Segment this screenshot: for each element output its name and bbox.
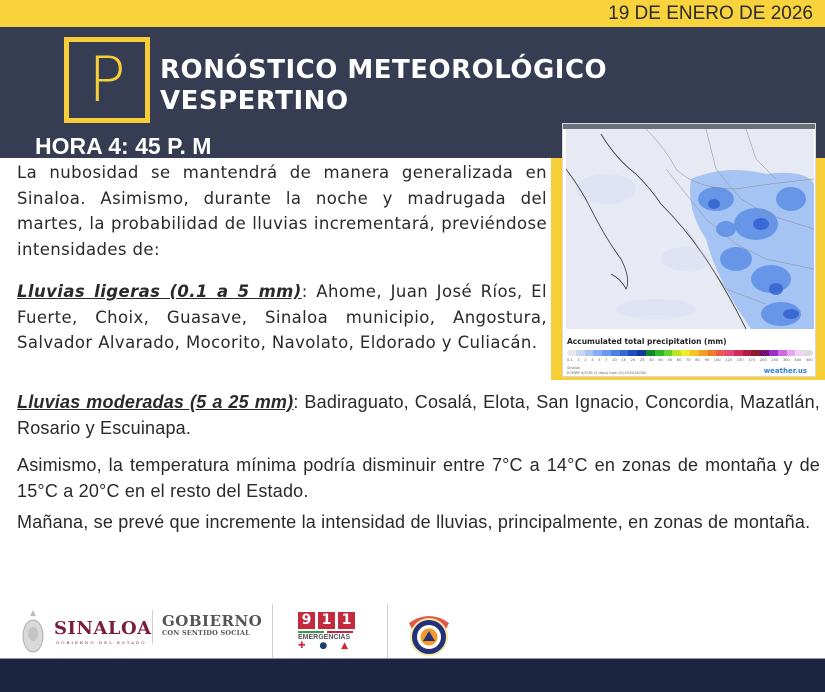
legend-color-swatch — [567, 350, 576, 356]
map-graphic-icon — [566, 129, 814, 329]
legend-color-swatch — [672, 350, 681, 356]
precipitation-map — [562, 123, 816, 377]
legend-tick: 125 — [725, 358, 733, 362]
legend-tick: 100 — [713, 358, 721, 362]
time-label: HORA 4: 45 P. M — [35, 133, 212, 159]
legend-color-swatch — [620, 350, 629, 356]
initial-letter-box — [64, 37, 150, 123]
legend-title: Accumulated total precipitation (mm) — [567, 337, 727, 346]
legend-tick: 3 — [591, 358, 594, 362]
legend-tick: 2 — [584, 358, 587, 362]
legend-color-swatch — [760, 350, 769, 356]
map-image — [566, 129, 814, 329]
light-rain-paragraph — [17, 279, 547, 356]
medical-cross-icon: ✚ — [298, 641, 306, 651]
legend-tick: 7 — [605, 358, 608, 362]
temperature-paragraph: Asimismo, la temperatura mínima podría disminuir entre 7°C a 14°C en zonas de montaña y de 15°C a 20°C en el resto del Estado. — [17, 455, 820, 501]
tomorrow-paragraph: Mañana, se prevé que incremente la intensidad de lluvias, principalmente, en zonas de montaña. — [17, 512, 811, 532]
legend-tick: 70 — [686, 358, 691, 362]
moderate-rain-label: Lluvias moderadas (5 a 25 mm) — [17, 392, 294, 412]
light-rain-text: : Ahome, Juan José Ríos, El Fuerte, Choix, Guasave, Sinaloa municipio, Angostura, Salvador Alvarado, Mocorito, Navolato, Eldorado y Culiacán. — [17, 282, 547, 352]
legend-color-swatch — [664, 350, 673, 356]
police-cap-icon: ● — [319, 641, 328, 651]
legend-meta — [751, 335, 811, 345]
gobierno-subtitle: CON SENTIDO SOCIAL — [162, 629, 250, 637]
legend-color-swatch — [593, 350, 602, 356]
legend-color-swatch — [778, 350, 787, 356]
moderate-rain-paragraph — [17, 390, 820, 441]
legend-color-swatch — [787, 350, 796, 356]
legend-color-swatch — [611, 350, 620, 356]
legend-tick: 30 — [649, 358, 654, 362]
page-title — [160, 55, 607, 117]
legend-tick: 90 — [704, 358, 710, 362]
911-service-icons — [298, 641, 348, 651]
legend-color-swatch — [743, 350, 752, 356]
fire-icon: ▲ — [341, 641, 348, 651]
legend-tick: 5 — [598, 358, 601, 362]
legend-tick: 15 — [621, 358, 626, 362]
legend-color-swatch — [751, 350, 760, 356]
legend-color-swatch — [708, 350, 717, 356]
light-rain-label: Lluvias ligeras (0.1 a 5 mm) — [17, 282, 302, 301]
legend-color-swatch — [690, 350, 699, 356]
legend-tick: 80 — [695, 358, 700, 362]
gobierno-logo — [162, 614, 262, 637]
date-bar — [0, 0, 825, 27]
legend-color-swatch — [628, 350, 637, 356]
divider — [387, 604, 388, 658]
legend-tick: 10 — [612, 358, 617, 362]
divider — [272, 604, 273, 658]
legend-source — [567, 366, 646, 375]
state-shield-icon — [22, 608, 44, 654]
911-digits: 9 1 1 — [298, 612, 356, 629]
footer-bar — [0, 658, 825, 692]
legend-color-swatch — [655, 350, 664, 356]
legend-tick: 40 — [658, 358, 663, 362]
legend-tick: 400 — [794, 358, 802, 362]
precipitation-legend — [563, 329, 815, 377]
legend-tick: 0.1 — [567, 358, 573, 362]
legend-color-scale — [567, 350, 813, 356]
sinaloa-wordmark: SINALOA — [54, 618, 152, 639]
gobierno-title: GOBIERNO — [162, 612, 263, 630]
brand-logo: weather.us — [763, 367, 807, 375]
legend-tick: 25 — [639, 358, 645, 362]
source-region: Sinaloa — [567, 366, 580, 370]
legend-tick: 1 — [577, 358, 580, 362]
title-line-2: VESPERTINO — [160, 86, 349, 116]
legend-color-swatch — [699, 350, 708, 356]
footer-logos — [0, 600, 825, 658]
initial-letter: P — [88, 43, 126, 116]
sinaloa-logo — [22, 608, 172, 654]
legend-tick: 175 — [748, 358, 756, 362]
legend-color-swatch — [681, 350, 690, 356]
legend-color-swatch — [769, 350, 778, 356]
legend-tick: 500 — [805, 358, 813, 362]
legend-color-swatch — [804, 350, 813, 356]
legend-tick: 300 — [782, 358, 790, 362]
civil-protection-badge-icon — [404, 609, 454, 659]
legend-color-swatch — [637, 350, 646, 356]
legend-color-swatch — [646, 350, 655, 356]
source-model: ECMWF 6/3/3B (5 days) from 01/19/2026/18z — [567, 370, 647, 375]
legend-tick: 20 — [630, 358, 636, 362]
legend-color-swatch — [795, 350, 804, 356]
emergencias-911-logo — [298, 612, 356, 658]
moderate-rain-text: : Badiraguato, Cosalá, Elota, San Ignacio, Concordia, Mazatlán, Rosario y Escuinapa. — [17, 392, 820, 438]
legend-ticks — [567, 358, 813, 362]
title-line-1: RONÓSTICO METEOROLÓGICO — [160, 55, 608, 85]
legend-color-swatch — [725, 350, 734, 356]
legend-tick: 50 — [667, 358, 673, 362]
sinaloa-subtitle: GOBIERNO DEL ESTADO — [56, 640, 147, 645]
legend-tick: 60 — [676, 358, 682, 362]
legend-tick: 200 — [759, 358, 767, 362]
legend-tick: 250 — [771, 358, 779, 362]
emergencias-label: EMERGENCIAS — [298, 634, 351, 641]
legend-color-swatch — [585, 350, 594, 356]
legend-color-swatch — [734, 350, 743, 356]
legend-color-swatch — [576, 350, 585, 356]
divider — [152, 610, 153, 644]
legend-tick: 150 — [736, 358, 744, 362]
date-label: 19 DE ENERO DE 2026 — [608, 3, 813, 24]
intro-paragraph: La nubosidad se mantendrá de manera generalizada en Sinaloa. Asimismo, durante la noche y madrugada del martes, la probabilidad de lluvias incrementará, previéndose intensidades de: — [17, 163, 547, 259]
legend-color-swatch — [716, 350, 725, 356]
legend-color-swatch — [602, 350, 611, 356]
